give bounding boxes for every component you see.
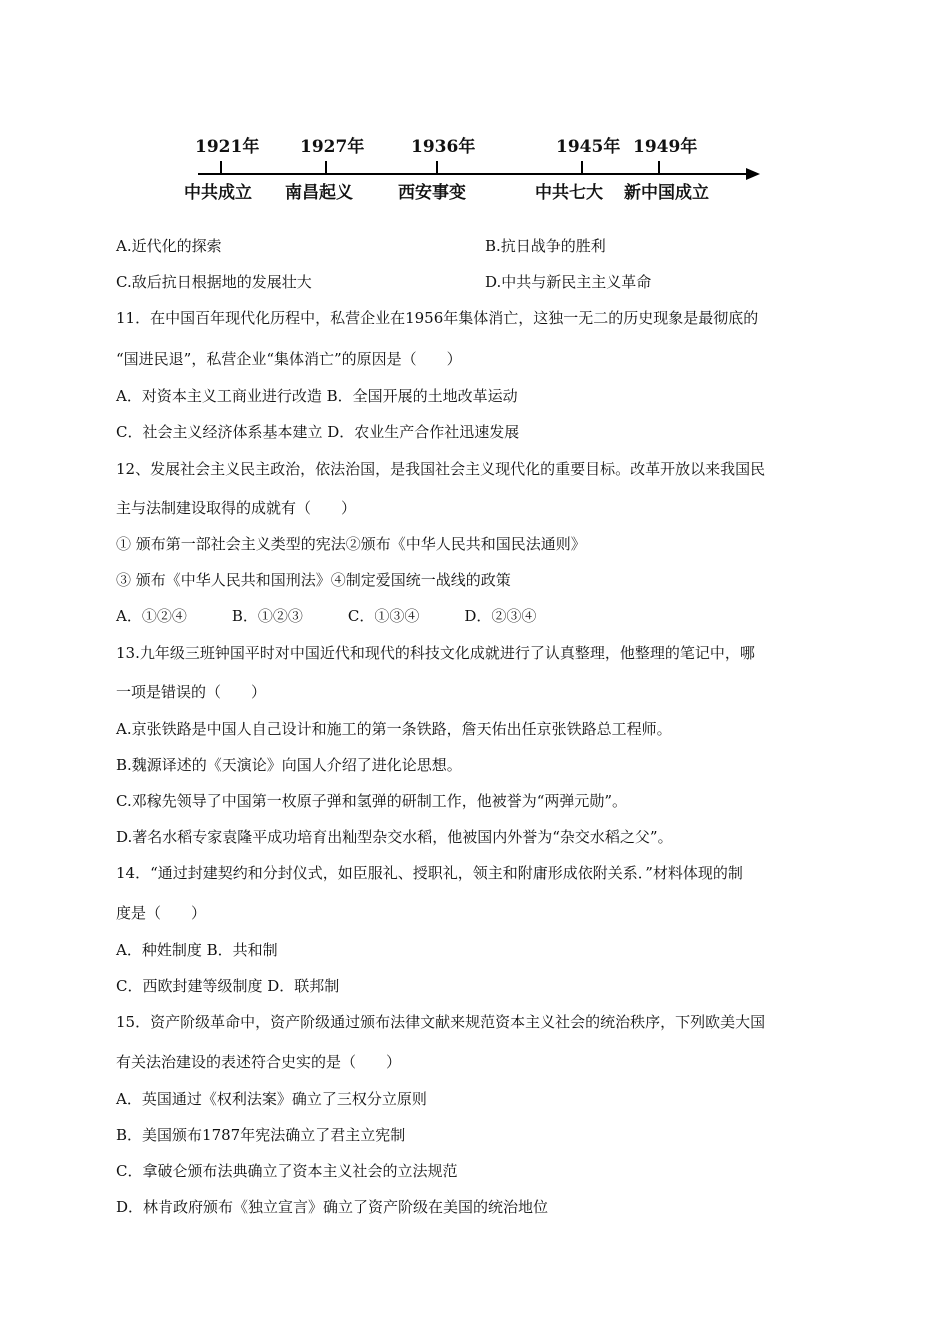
q15-option-a: A．英国通过《权利法案》确立了三权分立原则: [116, 1090, 427, 1108]
q13-stem: 13.九年级三班钟国平时对中国近代和现代的科技文化成就进行了认真整理，他整理的笔记中，哪: [116, 644, 755, 662]
q15-option-b: B．美国颁布1787年宪法确立了君主立宪制: [116, 1126, 406, 1144]
q15-option-c: C．拿破仑颁布法典确立了资本主义社会的立法规范: [116, 1162, 458, 1180]
timeline-tick: [436, 161, 438, 174]
timeline-tick: [220, 161, 222, 174]
timeline-year: 1936年: [411, 137, 476, 157]
q11-options: A．对资本主义工商业进行改造 B．全国开展的土地改革运动: [116, 387, 518, 405]
timeline-year: 1945年: [556, 137, 621, 157]
q12-item: ③ 颁布《中华人民共和国刑法》④制定爱国统一战线的政策: [116, 571, 511, 589]
timeline-event: 中共成立: [184, 183, 252, 203]
q10-option-c: C.敌后抗日根据地的发展壮大: [116, 273, 312, 291]
timeline-event: 中共七大: [535, 183, 603, 203]
q10-option-d: D.中共与新民主主义革命: [485, 273, 652, 291]
q14-stem: 度是（ ）: [116, 904, 207, 922]
timeline-year: 1949年: [633, 137, 698, 157]
q13-option-d: D.著名水稻专家袁隆平成功培育出籼型杂交水稻，他被国内外誉为“杂交水稻之父”。: [116, 828, 673, 846]
timeline-year: 1921年: [195, 137, 260, 157]
q12-stem: 主与法制建设取得的成就有（ ）: [116, 499, 357, 517]
q10-option-a: A.近代化的探索: [116, 237, 222, 255]
q12-stem: 12、发展社会主义民主政治，依法治国，是我国社会主义现代化的重要目标。改革开放以来我国民: [116, 460, 766, 478]
timeline-event: 西安事变: [398, 183, 466, 203]
q15-option-d: D．林肯政府颁布《独立宣言》确立了资产阶级在美国的统治地位: [116, 1198, 549, 1216]
timeline-tick: [325, 161, 327, 174]
q15-stem: 15．资产阶级革命中，资产阶级通过颁布法律文献来规范资本主义社会的统治秩序，下列欧美大国: [116, 1013, 766, 1031]
timeline-axis: [198, 173, 750, 175]
q12-item: ① 颁布第一部社会主义类型的宪法②颁布《中华人民共和国民法通则》: [116, 535, 586, 553]
timeline-tick: [581, 161, 583, 174]
q13-option-a: A.京张铁路是中国人自己设计和施工的第一条铁路，詹天佑出任京张铁路总工程师。: [116, 720, 672, 738]
q13-option-c: C.邓稼先领导了中国第一枚原子弹和氢弹的研制工作，他被誉为“两弹元勋”。: [116, 792, 628, 810]
q14-options: C．西欧封建等级制度 D．联邦制: [116, 977, 340, 995]
q13-option-b: B.魏源译述的《天演论》向国人介绍了进化论思想。: [116, 756, 462, 774]
timeline-event: 新中国成立: [624, 183, 709, 203]
q11-stem: 11．在中国百年现代化历程中，私营企业在1956年集体消亡，这独一无二的历史现象是最彻底的: [116, 309, 759, 327]
timeline-year: 1927年: [300, 137, 365, 157]
q11-stem: “国进民退”，私营企业“集体消亡”的原因是（ ）: [116, 350, 462, 368]
timeline-diagram: [180, 128, 760, 208]
timeline-event: 南昌起义: [285, 183, 353, 203]
timeline-arrow: [746, 168, 760, 180]
q15-stem: 有关法治建设的表述符合史实的是（ ）: [116, 1053, 402, 1071]
timeline-tick: [658, 161, 660, 174]
q11-options: C．社会主义经济体系基本建立 D．农业生产合作社迅速发展: [116, 423, 520, 441]
q13-stem: 一项是错误的（ ）: [116, 683, 267, 701]
q14-options: A．种姓制度 B．共和制: [116, 941, 278, 959]
q10-option-b: B.抗日战争的胜利: [485, 237, 606, 255]
q14-stem: 14．“通过封建契约和分封仪式，如臣服礼、授职礼，领主和附庸形成依附关系．”材料体现的制: [116, 864, 743, 882]
q12-options: A．①②④ B．①②③ C．①③④ D．②③④: [116, 607, 537, 625]
